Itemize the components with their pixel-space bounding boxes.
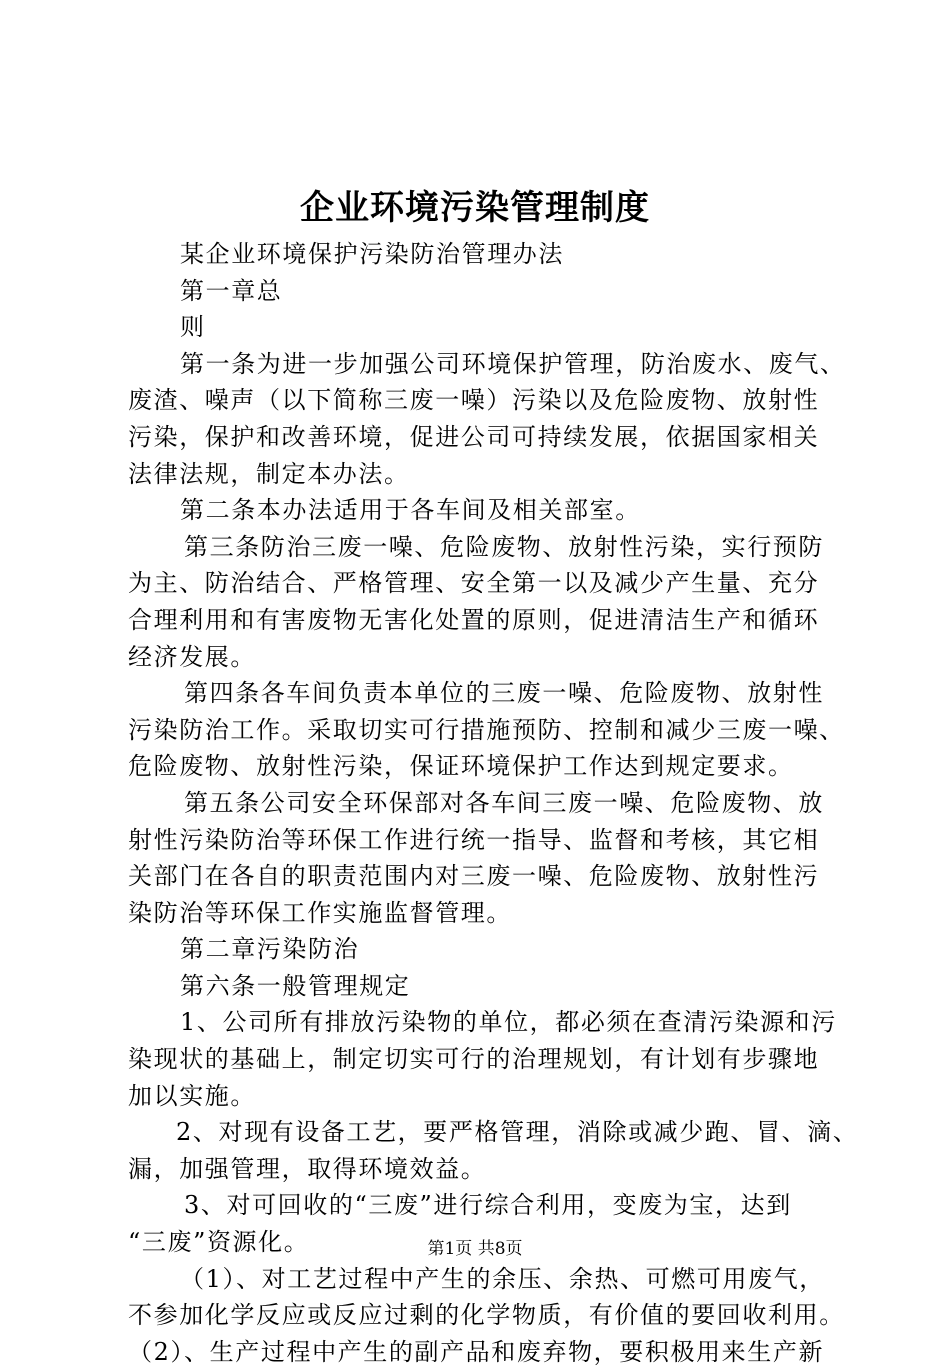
text-line: 射性污染防治等环保工作进行统一指导、监督和考核，其它相 [128, 825, 820, 854]
document-title: 企业环境污染管理制度 [300, 188, 650, 228]
text-line: 第二条本办法适用于各车间及相关部室。 [180, 496, 641, 525]
text-line: 第一章总 [180, 276, 283, 305]
page-footer: 第1页 共8页 [427, 1239, 523, 1259]
text-line: “三废”资源化。 [128, 1228, 310, 1257]
text-line: 第五条公司安全环保部对各车间三废一噪、危险废物、放 [184, 788, 824, 817]
text-line: 第四条各车间负责本单位的三废一噪、危险废物、放射性 [184, 679, 824, 708]
text-line: 污染，保护和改善环境，促进公司可持续发展，依据国家相关 [128, 422, 820, 451]
text-line: 第一条为进一步加强公司环境保护管理，防治废水、废气、 [180, 349, 846, 378]
text-line: 2、对现有设备工艺，要严格管理，消除或减少跑、冒、滴、 [176, 1118, 859, 1147]
text-line: 不参加化学反应或反应过剩的化学物质，有价值的要回收利用。 [128, 1301, 845, 1330]
text-line: 漏，加强管理，取得环境效益。 [128, 1154, 487, 1183]
text-line: 关部门在各自的职责范围内对三废一噪、危险废物、放射性污 [128, 862, 820, 891]
text-line: 废渣、噪声（以下简称三废一噪）污染以及危险废物、放射性 [128, 386, 820, 415]
text-line: 则 [180, 313, 206, 342]
text-line: 加以实施。 [128, 1081, 256, 1110]
text-line: 第六条一般管理规定 [180, 971, 411, 1000]
text-line: 染防治等环保工作实施监督管理。 [128, 898, 512, 927]
text-line: 危险废物、放射性污染，保证环境保护工作达到规定要求。 [128, 752, 794, 781]
text-line: 3、对可回收的“三废”进行综合利用，变废为宝，达到 [184, 1191, 792, 1220]
text-line: 第三条防治三废一噪、危险废物、放射性污染，实行预防 [184, 532, 824, 561]
text-line: 染现状的基础上，制定切实可行的治理规划，有计划有步骤地 [128, 1045, 820, 1074]
text-line: 经济发展。 [128, 642, 256, 671]
text-line: 污染防治工作。采取切实可行措施预防、控制和减少三废一噪、 [128, 715, 845, 744]
text-line: 第二章污染防治 [180, 935, 360, 964]
text-line: 法律法规，制定本办法。 [128, 459, 410, 488]
text-line: （1）、对工艺过程中产生的余压、余热、可燃可用废气， [180, 1264, 825, 1293]
text-line: 1、公司所有排放污染物的单位，都必须在查清污染源和污 [180, 1008, 837, 1037]
text-line: 合理利用和有害废物无害化处置的原则，促进清洁生产和循环 [128, 605, 820, 634]
text-line: （2）、生产过程中产生的副产品和废弃物，要积极用来生产新 [128, 1337, 825, 1366]
text-line: 为主、防治结合、严格管理、安全第一以及减少产生量、充分 [128, 569, 820, 598]
document-body [128, 236, 859, 1370]
text-line: 某企业环境保护污染防治管理办法 [180, 240, 564, 268]
